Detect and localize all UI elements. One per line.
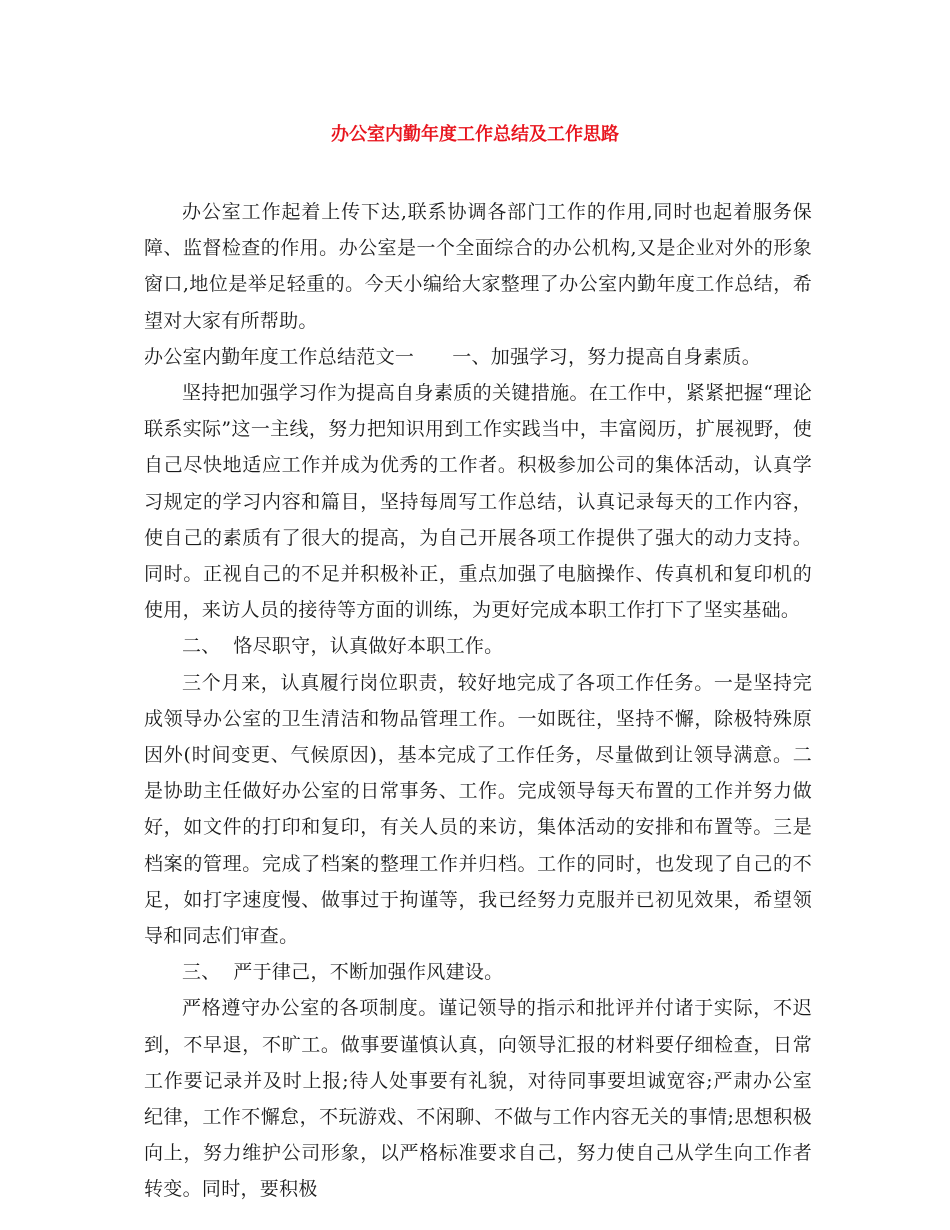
section-2-paragraph: 三个月来，认真履行岗位职责，较好地完成了各项工作任务。一是坚持完成领导办公室的卫生清洁和物品管理工作。一如既往，坚持不懈，除极特殊原因外(时间变更、气候原因)，基本完成了工作任务，尽量做到让领导满意。二是协助主任做好办公室的日常事务、工作。完成领导每天布置的工作并努力做好，如文件的打印和复印，有关人员的来访，集体活动的安排和布置等。三是档案的管理。完成了档案的整理工作并归档。工作的同时，也发现了自己的不足，如打字速度慢、做事过于拘谨等，我已经努力克服并已初见效果，希望领导和同志们审查。 [144, 671, 812, 948]
document-body [144, 194, 812, 1208]
section-1-heading: 一、加强学习，努力提高自身素质。 [452, 345, 762, 368]
intro-paragraph: 办公室工作起着上传下达,联系协调各部门工作的作用,同时也起着服务保障、监督检查的作用。办公室是一个全面综合的办公机构,又是企业对外的形象窗口,地位是举足轻重的。今天小编给大家整理了办公室内勤年度工作总结，希望对大家有所帮助。 [144, 201, 812, 332]
document-title: 办公室内勤年度工作总结及工作思路 [331, 124, 619, 145]
sample-title: 办公室内勤年度工作总结范文一 [144, 345, 415, 368]
section-3-heading: 三、 严于律己，不断加强作风建设。 [182, 961, 504, 984]
section-1-paragraph: 坚持把加强学习作为提高自身素质的关键措施。在工作中，紧紧把握“理论联系实际”这一主线，努力把知识用到工作实践当中，丰富阅历，扩展视野，使自己尽快地适应工作并成为优秀的工作者。积极参加公司的集体活动，认真学习规定的学习内容和篇目，坚持每周写工作总结，认真记录每天的工作内容，使自己的素质有了很大的提高，为自己开展各项工作提供了强大的动力支持。同时。正视自己的不足并积极补正，重点加强了电脑操作、传真机和复印机的使用，来访人员的接待等方面的训练，为更好完成本职工作打下了坚实基础。 [144, 382, 812, 622]
section-2-heading: 二、 恪尽职守，认真做好本职工作。 [182, 635, 504, 658]
section-3-paragraph: 严格遵守办公室的各项制度。谨记领导的指示和批评并付诸于实际，不迟到，不早退，不旷工。做事要谨慎认真，向领导汇报的材料要仔细检查，日常工作要记录并及时上报;待人处事要有礼貌，对待同事要坦诚宽容;严肃办公室纪律，工作不懈怠，不玩游戏、不闲聊、不做与工作内容无关的事情;思想积极向上，努力维护公司形象，以严格标准要求自己，努力使自己从学生向工作者转变。同时，要积极 [144, 997, 812, 1201]
sample-heading-line [144, 339, 812, 375]
